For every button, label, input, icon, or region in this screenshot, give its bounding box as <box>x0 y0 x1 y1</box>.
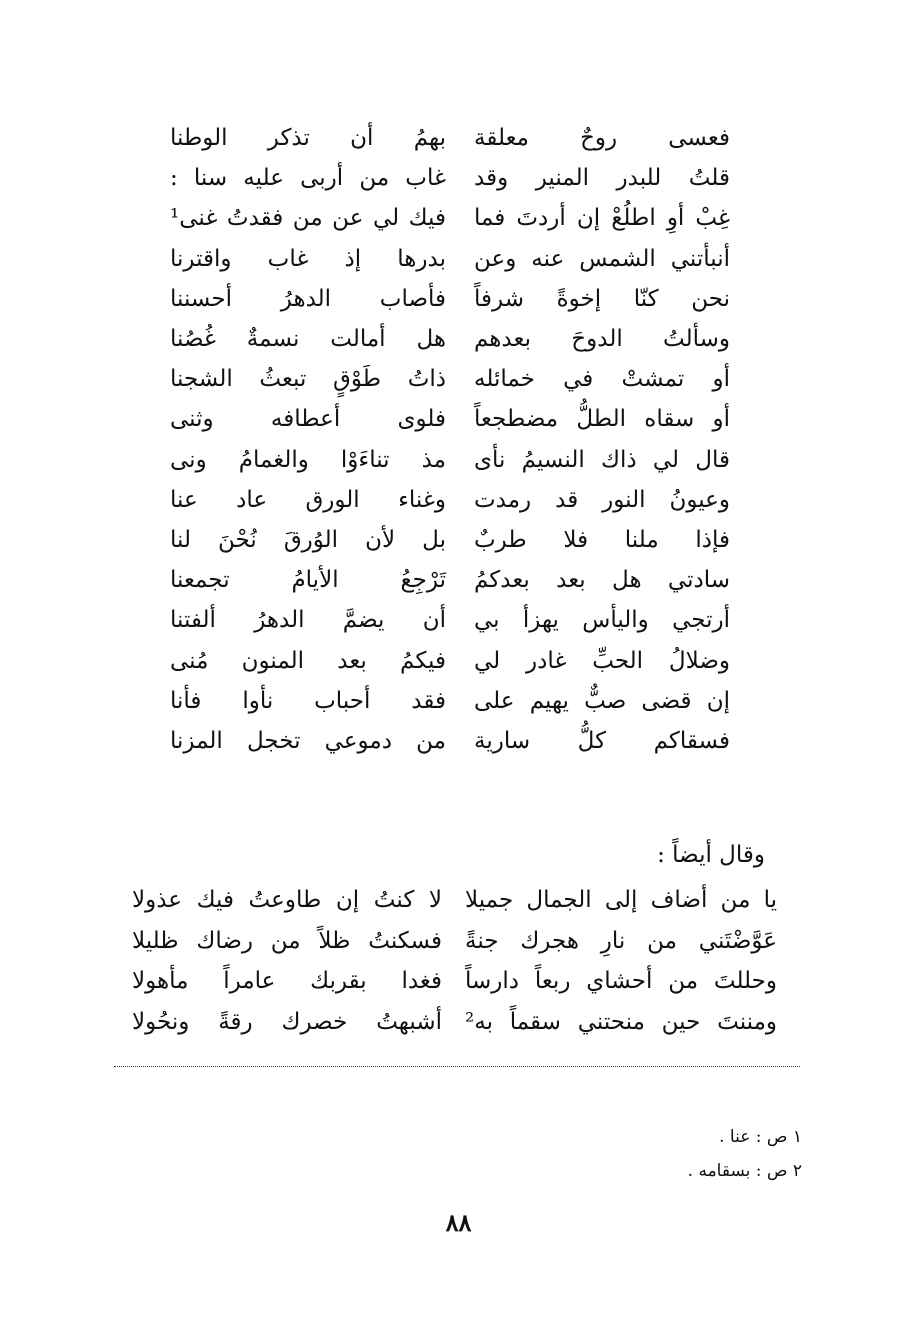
verse <box>132 921 777 962</box>
second-hemistich: بدرها إذ غاب واقترنا <box>170 245 446 272</box>
second-hemistich: لا كنتُ إن طاوعتُ فيك عذولا <box>132 887 442 914</box>
first-hemistich: ومننتَ حين منحتني سقماً به² <box>465 1008 777 1035</box>
verse <box>132 880 777 921</box>
first-hemistich: أو سقاه الطلُّ مضطجعاً <box>474 406 730 433</box>
first-hemistich: قال لي ذاك النسيمُ نأى <box>474 446 730 473</box>
first-hemistich: قلتُ للبدر المنير وقد <box>474 165 730 192</box>
verse <box>170 560 730 600</box>
verse <box>170 319 730 359</box>
first-hemistich: يا من أضاف إلى الجمال جميلا <box>465 887 777 914</box>
poem-intro: وقال أيضاً : <box>657 842 765 868</box>
verse <box>170 118 730 158</box>
verse <box>170 600 730 640</box>
second-hemistich: غاب من أربى عليه سنا : <box>170 165 446 192</box>
second-hemistich: تَرْجِعُ الأيامُ تجمعنا <box>170 567 446 594</box>
first-hemistich: أرتجي واليأس يهزأ بي <box>474 607 730 634</box>
first-hemistich: فعسى روحٌ معلقة <box>474 125 730 152</box>
verse <box>170 158 730 198</box>
first-hemistich: وضلالُ الحبِّ غادر لي <box>474 647 730 674</box>
first-hemistich: أنبأتني الشمس عنه وعن <box>474 245 730 272</box>
verse <box>170 721 730 761</box>
second-hemistich: فقد أحباب نأوا فأنا <box>170 687 446 714</box>
verse <box>170 640 730 680</box>
footnote-separator <box>114 1066 800 1067</box>
verse <box>132 1002 777 1043</box>
second-hemistich: فلوى أعطافه وثنى <box>170 406 446 433</box>
verse <box>170 440 730 480</box>
verse <box>170 480 730 520</box>
first-hemistich: فإذا ملنا فلا طربٌ <box>474 526 730 553</box>
footnote: ١ ص : عنا . <box>719 1127 802 1147</box>
first-hemistich: سادتي هل بعد بعدكمُ <box>474 567 730 594</box>
footnotes <box>688 1120 802 1188</box>
second-hemistich: ذاتُ طَوْقٍ تبعثُ الشجنا <box>170 366 446 393</box>
verse <box>170 359 730 399</box>
footnote: ٢ ص : بسقامه . <box>687 1161 802 1181</box>
verse <box>170 239 730 279</box>
poem-lamiyya <box>132 880 777 1042</box>
first-hemistich: وحللتَ من أحشاي ربعاً دارساً <box>465 968 777 995</box>
second-hemistich: بل لأن الوُرقَ نُحْنَ لنا <box>170 526 446 553</box>
second-hemistich: فغدا بقربك عامراً مأهولا <box>132 968 442 995</box>
verse <box>170 279 730 319</box>
page-number: ٨٨ <box>445 1208 472 1237</box>
second-hemistich: هل أمالت نسمةٌ غُصُنا <box>170 326 446 353</box>
second-hemistich: فيك لي عن من فقدتُ غنى¹ <box>170 205 446 232</box>
first-hemistich: نحن كنّا إخوةً شرفاً <box>474 285 730 312</box>
second-hemistich: وغناء الورق عاد عنا <box>170 486 446 513</box>
first-hemistich: عَوَّضْتَني من نارِ هجرك جنةً <box>465 927 777 954</box>
first-hemistich: فسقاكم كلُّ سارية <box>474 727 730 754</box>
verse <box>132 961 777 1002</box>
first-hemistich: وعيونُ النور قد رمدت <box>474 486 730 513</box>
first-hemistich: أو تمشتْ في خمائله <box>474 366 730 393</box>
second-hemistich: فيكمُ بعد المنون مُنى <box>170 647 446 674</box>
first-hemistich: غِبْ أوِ اطلُعْ إن أردتَ فما <box>474 205 730 232</box>
first-hemistich: وسألتُ الدوحَ بعدهم <box>474 326 730 353</box>
second-hemistich: مذ تناءَوْا والغمامُ ونى <box>170 446 446 473</box>
second-hemistich: أن يضمَّ الدهرُ ألفتنا <box>170 607 446 634</box>
second-hemistich: فأصاب الدهرُ أحسننا <box>170 285 446 312</box>
first-hemistich: إن قضى صبٌّ يهيم على <box>474 687 730 714</box>
verse <box>170 681 730 721</box>
verse <box>170 399 730 439</box>
second-hemistich: من دموعي تخجل المزنا <box>170 727 446 754</box>
second-hemistich: أشبهتُ خصرك رقةً ونحُولا <box>132 1008 442 1035</box>
verse <box>170 198 730 238</box>
verse <box>170 520 730 560</box>
poem-nuniyya <box>170 118 730 761</box>
second-hemistich: بهمُ أن تذكر الوطنا <box>170 125 446 152</box>
second-hemistich: فسكنتُ ظلاً من رضاك ظليلا <box>132 927 442 954</box>
